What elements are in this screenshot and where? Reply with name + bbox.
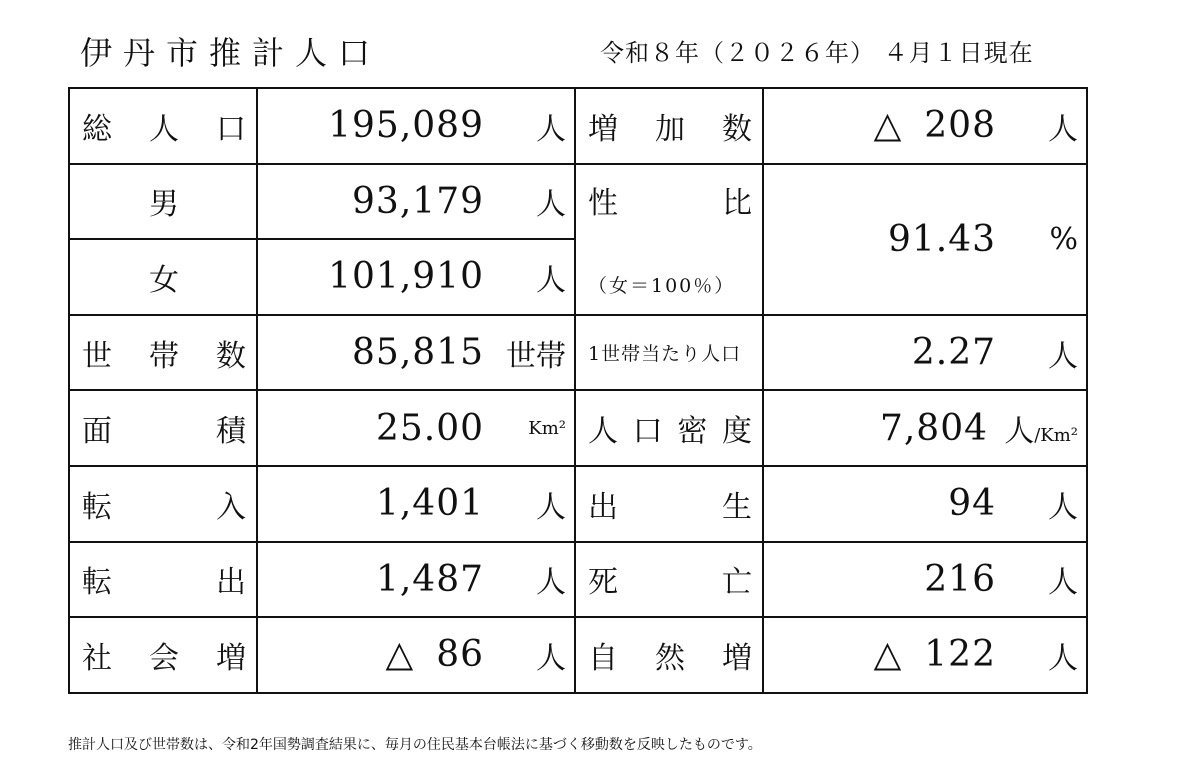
- sex-ratio-label-cell: [575, 164, 763, 315]
- area-unit: Km²: [528, 417, 566, 439]
- change-label: 増 加 数: [588, 111, 752, 147]
- page-title: 伊丹市推計人口: [80, 34, 382, 72]
- deaths-label: 死 亡: [588, 565, 752, 601]
- female-value: 101,910: [328, 256, 484, 298]
- total-population-value-cell: [257, 88, 575, 164]
- female-label: 女: [149, 262, 179, 298]
- density-unit: 人/Km²: [1004, 414, 1078, 450]
- male-value: 93,179: [352, 180, 484, 222]
- area-value-cell: [257, 390, 575, 466]
- female-value-cell: [257, 239, 575, 315]
- move-in-value: 1,401: [375, 483, 484, 525]
- move-out-value: 1,487: [375, 558, 484, 600]
- change-label-cell: [575, 88, 763, 164]
- per-household-label-cell: [575, 315, 763, 391]
- decrease-triangle-icon: △: [873, 634, 903, 676]
- move-in-label-cell: [69, 466, 257, 542]
- social-change-value: 86: [436, 634, 484, 676]
- households-label: 世 帯 数: [82, 338, 246, 374]
- births-label: 出 生: [588, 489, 752, 525]
- male-label-cell: [69, 164, 257, 240]
- move-in-unit: 人: [536, 489, 566, 525]
- density-label: 人 口 密 度: [588, 414, 752, 450]
- total-population-label-cell: [69, 88, 257, 164]
- table-row: [69, 390, 1087, 466]
- move-in-label: 転 入: [82, 489, 246, 525]
- per-household-label: 1世帯当たり人口: [588, 343, 742, 366]
- table-row: [69, 88, 1087, 164]
- households-value: 85,815: [352, 332, 484, 374]
- male-value-cell: [257, 164, 575, 240]
- decrease-triangle-icon: △: [385, 634, 415, 676]
- population-table: [68, 87, 1088, 694]
- area-label: 面 積: [82, 414, 246, 450]
- table-row: [69, 315, 1087, 391]
- sex-ratio-unit: %: [1049, 221, 1078, 257]
- total-population-unit: 人: [536, 111, 566, 147]
- footnote: 推計人口及び世帯数は、令和2年国勢調査結果に、毎月の住民基本台帳法に基づく移動数を反映したものです。: [68, 737, 762, 753]
- table-row: [69, 542, 1087, 618]
- change-value-cell: [763, 88, 1087, 164]
- area-label-cell: [69, 390, 257, 466]
- households-value-cell: [257, 315, 575, 391]
- move-out-label-cell: [69, 542, 257, 618]
- move-out-unit: 人: [536, 565, 566, 601]
- social-change-value-cell: [257, 617, 575, 693]
- natural-change-value-cell: [763, 617, 1087, 693]
- natural-change-value: 122: [924, 634, 996, 676]
- births-value: 94: [948, 483, 996, 525]
- table-row: [69, 617, 1087, 693]
- male-label: 男: [149, 187, 179, 223]
- sex-ratio-value-cell: [763, 164, 1087, 315]
- per-household-value: 2.27: [911, 332, 996, 374]
- density-value-cell: [763, 390, 1087, 466]
- deaths-value: 216: [924, 558, 996, 600]
- total-population-value: 195,089: [328, 105, 484, 147]
- change-unit: 人: [1048, 111, 1078, 147]
- table-row: [69, 466, 1087, 542]
- deaths-unit: 人: [1048, 565, 1078, 601]
- per-household-value-cell: [763, 315, 1087, 391]
- female-label-cell: [69, 239, 257, 315]
- natural-change-label-cell: [575, 617, 763, 693]
- sex-ratio-basis: （女＝100％）: [588, 275, 736, 298]
- move-in-value-cell: [257, 466, 575, 542]
- total-population-label: 総 人 口: [82, 111, 246, 147]
- deaths-value-cell: [763, 542, 1087, 618]
- decrease-triangle-icon: △: [873, 105, 903, 147]
- density-label-cell: [575, 390, 763, 466]
- male-unit: 人: [536, 187, 566, 223]
- sex-ratio-label: 性 比: [588, 186, 752, 222]
- density-value: 7,804: [879, 407, 988, 449]
- natural-change-label: 自 然 増: [588, 640, 752, 676]
- as-of-date: 令和８年（２０２６年） ４月１日現在: [600, 39, 1034, 67]
- sex-ratio-value: 91.43: [887, 218, 996, 260]
- move-out-value-cell: [257, 542, 575, 618]
- births-unit: 人: [1048, 489, 1078, 525]
- births-value-cell: [763, 466, 1087, 542]
- change-value: 208: [924, 105, 996, 147]
- births-label-cell: [575, 466, 763, 542]
- natural-change-unit: 人: [1048, 640, 1078, 676]
- deaths-label-cell: [575, 542, 763, 618]
- table-row: [69, 164, 1087, 240]
- move-out-label: 転 出: [82, 565, 246, 601]
- households-label-cell: [69, 315, 257, 391]
- households-unit: 世帯: [506, 338, 566, 374]
- female-unit: 人: [536, 262, 566, 298]
- social-change-unit: 人: [536, 640, 566, 676]
- social-change-label: 社 会 増: [82, 640, 246, 676]
- area-value: 25.00: [375, 407, 484, 449]
- social-change-label-cell: [69, 617, 257, 693]
- per-household-unit: 人: [1048, 338, 1078, 374]
